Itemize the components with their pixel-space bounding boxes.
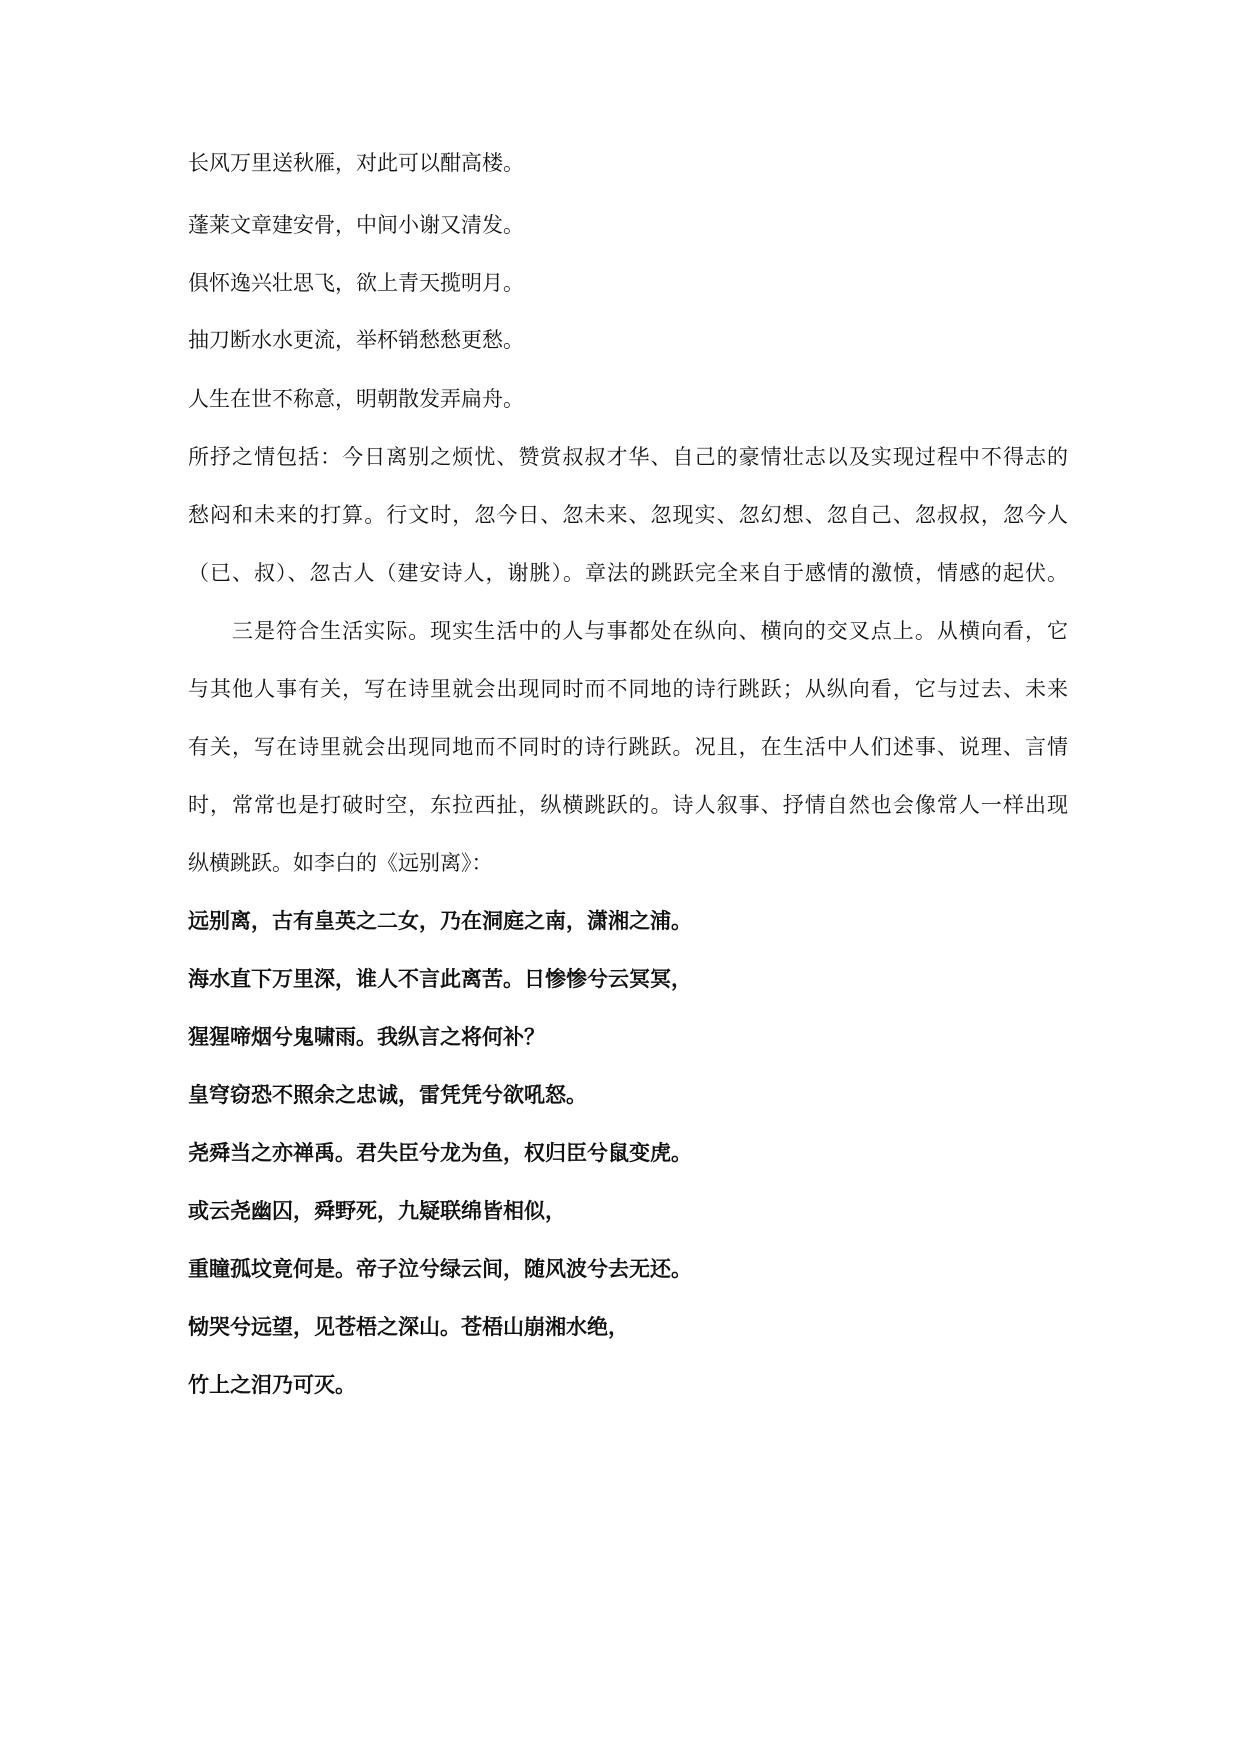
point3-line: 时，常常也是打破时空，东拉西扯，纵横跳跃的。诗人叙事、抒情自然也会像常人一样出现 <box>188 793 1068 817</box>
poem2-line: 竹上之泪乃可灭。 <box>188 1373 356 1397</box>
poem2-line: 尧舜当之亦禅禹。君失臣兮龙为鱼，权归臣兮鼠变虎。 <box>188 1141 692 1165</box>
point3-line: 有关，写在诗里就会出现同地而不同时的诗行跳跃。况且，在生活中人们述事、说理、言情 <box>188 735 1068 759</box>
analysis-line: 所抒之情包括：今日离别之烦忧、赞赏叔叔才华、自己的豪情壮志以及实现过程中不得志的 <box>188 445 1068 469</box>
poem2-line: 海水直下万里深，谁人不言此离苦。日惨惨兮云冥冥， <box>188 967 692 991</box>
poem1-line: 人生在世不称意，明朝散发弄扁舟。 <box>188 387 524 411</box>
analysis-line: （已、叔）、忽古人（建安诗人，谢朓）。章法的跳跃完全来自于感情的激愤，情感的起伏。 <box>188 561 1068 585</box>
poem2-line: 或云尧幽囚，舜野死，九疑联绵皆相似， <box>188 1199 566 1223</box>
poem1-line: 蓬莱文章建安骨，中间小谢又清发。 <box>188 213 524 237</box>
poem1-line: 俱怀逸兴壮思飞，欲上青天揽明月。 <box>188 271 524 295</box>
analysis-line: 愁闷和未来的打算。行文时，忽今日、忽未来、忽现实、忽幻想、忽自己、忽叔叔，忽今人 <box>188 503 1068 527</box>
point3-line: 纵横跳跃。如李白的《远别离》： <box>188 851 493 875</box>
poem1-line: 长风万里送秋雁，对此可以酣高楼。 <box>188 151 524 175</box>
poem2-line: 皇穹窃恐不照余之忠诚，雷凭凭兮欲吼怒。 <box>188 1083 587 1107</box>
point3-line: 三是符合生活实际。现实生活中的人与事都处在纵向、横向的交叉点上。从横向看，它 <box>232 619 1068 643</box>
point3-line: 与其他人事有关，写在诗里就会出现同时而不同地的诗行跳跃；从纵向看，它与过去、未来 <box>188 677 1068 701</box>
poem2-line: 恸哭兮远望，见苍梧之深山。苍梧山崩湘水绝， <box>188 1315 629 1339</box>
poem2-line: 重瞳孤坟竟何是。帝子泣兮绿云间，随风波兮去无还。 <box>188 1257 692 1281</box>
poem2-line: 远别离，古有皇英之二女，乃在洞庭之南，潇湘之浦。 <box>188 909 692 933</box>
poem1-line: 抽刀断水水更流，举杯销愁愁更愁。 <box>188 328 524 352</box>
poem2-line: 猩猩啼烟兮鬼啸雨。我纵言之将何补？ <box>188 1025 545 1049</box>
